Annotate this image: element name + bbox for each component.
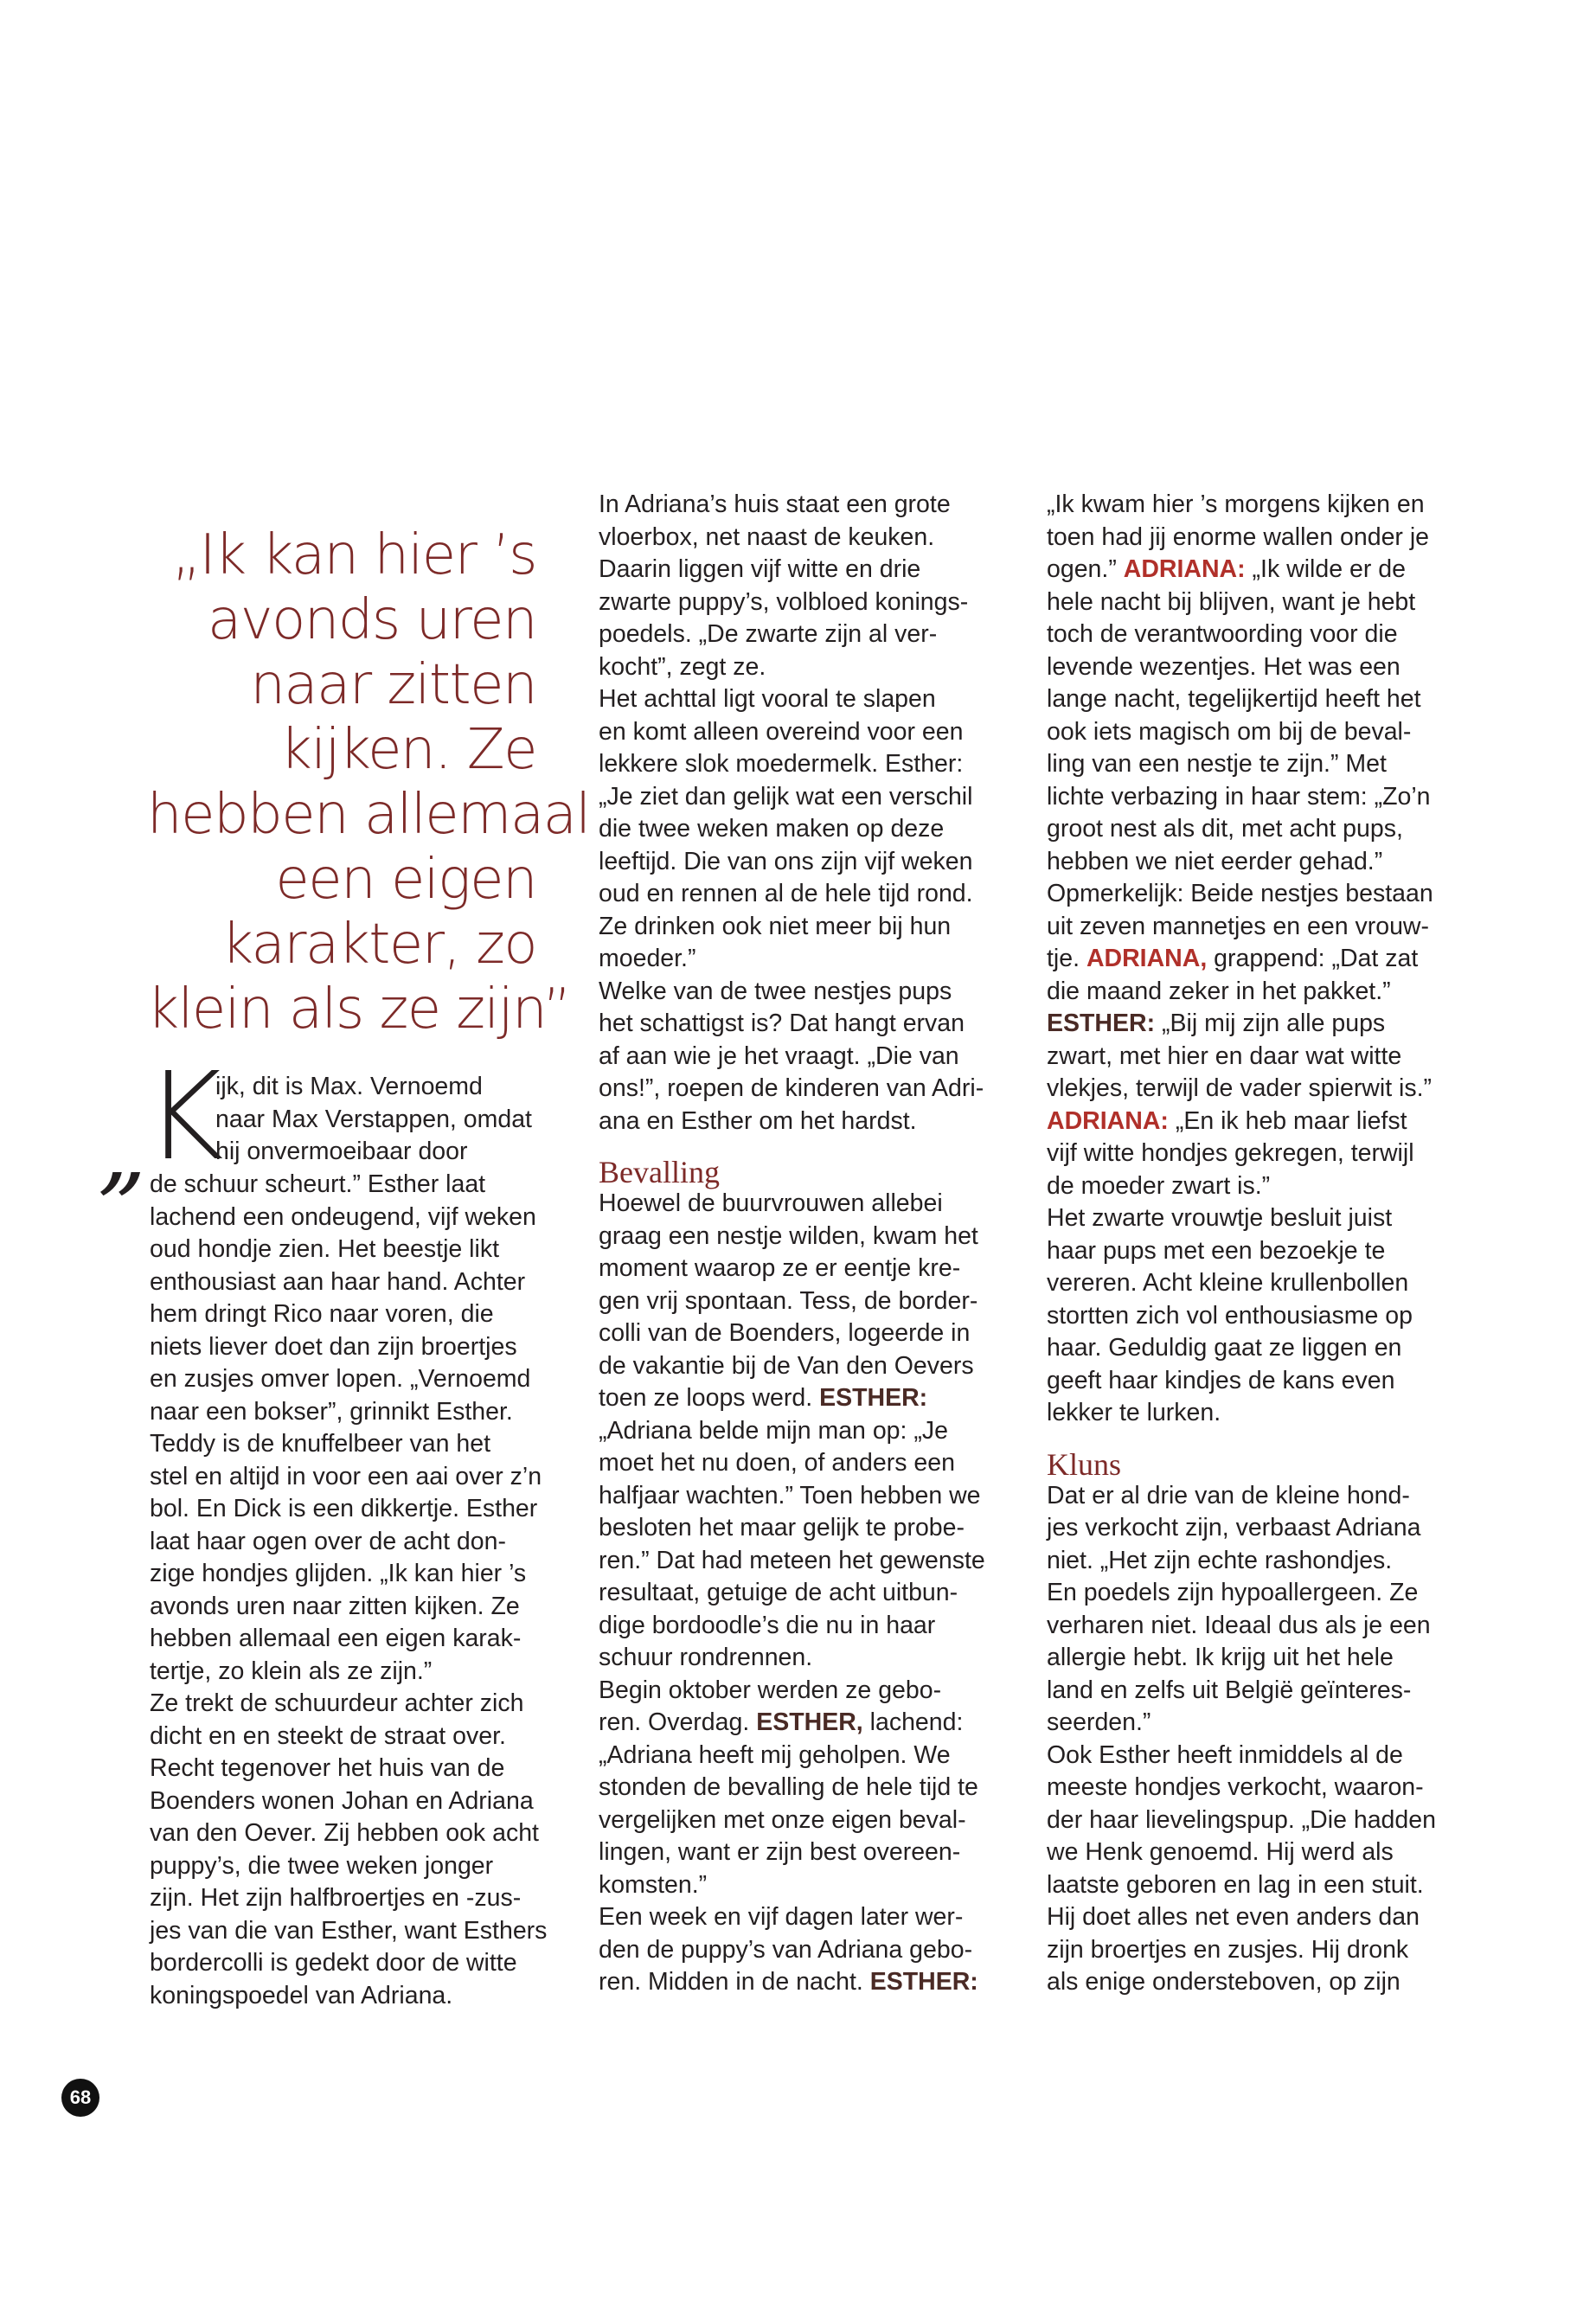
text-line: vloerbox, net naast de keuken. (599, 522, 935, 551)
speaker-label-adriana: ADRIANA, (1086, 945, 1208, 972)
text-line: Hoewel de buurvrouwen allebei (599, 1189, 943, 1217)
text-line: toen had jij enorme wallen onder je (1047, 522, 1430, 551)
text-line: niets liever doet dan zijn broertjes (150, 1332, 517, 1361)
text-line: allergie hebt. Ik krijg uit het hele (1047, 1644, 1394, 1671)
text-line: hem dringt Rico naar voren, die (150, 1300, 494, 1328)
text-line: geeft haar kindjes de kans even (1047, 1366, 1395, 1394)
text-line: Een week en vijf dagen later wer- (599, 1903, 964, 1931)
text-line: die twee weken maken op deze (599, 815, 945, 843)
text-line: moet het nu doen, of anders een (599, 1449, 955, 1477)
text-line: kocht”, zegt ze. (599, 652, 766, 681)
text-line: vlekjes, terwijl de vader spierwit is.” (1047, 1074, 1433, 1102)
pull-quote-line: een eigen (275, 848, 536, 912)
pull-quote-line: klein als ze zijn” (147, 977, 571, 1042)
text-line: En poedels zijn hypoallergeen. Ze (1047, 1579, 1419, 1606)
text-line (599, 1382, 1022, 1415)
text-line: enthousiast aan haar hand. Achter (150, 1267, 526, 1296)
text-line: Ze trekt de schuurdeur achter zich (150, 1689, 524, 1717)
section-heading-bevalling: Bevalling (599, 1155, 720, 1189)
paragraph-block (599, 489, 1022, 1138)
text-fragment: grappend: „Dat zat (1207, 945, 1419, 972)
text-line: Ze drinken ook niet meer bij hun (599, 912, 952, 940)
text-line: bordercolli is gedekt door de witte (150, 1949, 517, 1977)
text-line: land en zelfs uit België geïnteres- (1047, 1676, 1412, 1704)
page-number-badge: 68 (61, 2079, 99, 2117)
text-line: moment waarop ze er eentje kre- (599, 1254, 961, 1282)
text-line: de vakantie bij de Van den Oevers (599, 1351, 974, 1380)
text-fragment: „En ik heb maar liefst (1168, 1106, 1407, 1135)
text-line: koningspoedel van Adriana. (150, 1981, 453, 2009)
text-line: In Adriana’s huis staat een grote (599, 490, 951, 518)
text-line: Recht tegenover het huis van de (150, 1754, 505, 1782)
text-line: laatste geboren en lag in een stuit. (1047, 1870, 1424, 1899)
speaker-label-adriana: ADRIANA: (1047, 1106, 1169, 1135)
text-line: puppy’s, die twee weken jonger (150, 1851, 494, 1880)
text-line: tertje, zo klein als ze zijn.” (150, 1657, 433, 1685)
speaker-label-esther: ESTHER: (869, 1968, 978, 1996)
text-line: hele nacht bij blijven, want je hebt (1047, 587, 1416, 616)
text-line: als enige ondersteboven, op zijn (1047, 1968, 1401, 1996)
text-line: resultaat, getuige de acht uitbun- (599, 1579, 958, 1606)
text-line: Boenders wonen Johan en Adriana (150, 1786, 534, 1815)
text-line: oud hondje zien. Het beestje likt (150, 1235, 500, 1263)
text-line: seerden.” (1047, 1708, 1151, 1736)
text-line: Hij doet alles net even anders dan (1047, 1903, 1420, 1931)
text-line: de moeder zwart is.” (1047, 1171, 1271, 1200)
text-line: dicht en en steekt de straat over. (150, 1721, 506, 1750)
speaker-label-adriana: ADRIANA: (1123, 555, 1246, 583)
text-line: levende wezentjes. Het was een (1047, 652, 1401, 681)
drop-cap-letter: K (144, 1047, 224, 1188)
text-line: vijf witte hondjes gekregen, terwijl (1047, 1139, 1414, 1167)
article-column-3 (1047, 489, 1471, 1999)
text-fragment: toen ze loops werd. (599, 1384, 820, 1412)
text-line: zwart, met hier en daar wat witte (1047, 1042, 1402, 1070)
text-line: zijn. Het zijn halfbroertjes en -zus- (150, 1884, 522, 1912)
text-line: Opmerkelijk: Beide nestjes bestaan (1047, 880, 1433, 907)
text-fragment: tje. (1047, 945, 1086, 972)
text-line: haar. Geduldig gaat ze liggen en (1047, 1334, 1402, 1362)
text-line (1047, 943, 1471, 976)
text-line: Daarin liggen vijf witte en drie (599, 555, 921, 583)
article-column-1 (98, 1047, 574, 2012)
speaker-label-esther: ESTHER: (1047, 1009, 1156, 1037)
text-line: en komt alleen overeind voor een (599, 717, 964, 746)
text-line: naar een bokser”, grinnikt Esther. (150, 1397, 513, 1426)
text-line: leeftijd. Die van ons zijn vijf weken (599, 847, 973, 875)
paragraph-block (1047, 586, 1471, 944)
text-line: hij onvermoeibaar door (215, 1138, 468, 1165)
text-line: den de puppy’s van Adriana gebo- (599, 1935, 973, 1964)
text-line: komsten.” (599, 1870, 708, 1899)
text-line: „Je ziet dan gelijk wat een verschil (599, 782, 973, 811)
paragraph-block (599, 1415, 1022, 1708)
text-line: dige bordoodle’s die nu in haar (599, 1611, 936, 1639)
text-line: we Henk genoemd. Hij werd als (1047, 1838, 1394, 1866)
text-line: niet. „Het zijn echte rashondjes. (1047, 1546, 1393, 1574)
text-line (599, 1966, 1022, 1999)
text-line: „Ik kwam hier ’s morgens kijken en (1047, 490, 1425, 518)
text-line: vereren. Acht kleine krullenbollen (1047, 1269, 1409, 1297)
text-line: het schattigst is? Dat hangt ervan (599, 1009, 965, 1037)
pull-quote-line: karakter, zo (221, 913, 536, 977)
text-line: Het achttal ligt vooral te slapen (599, 685, 936, 713)
speaker-label-esther: ESTHER, (756, 1708, 863, 1736)
drop-cap-quote-mark: „ (98, 1094, 147, 1205)
pull-quote-line: hebben allemaal (147, 783, 590, 847)
text-line (1047, 1008, 1471, 1041)
text-line: lingen, want er zijn best overeen- (599, 1838, 961, 1866)
text-line: en zusjes omver lopen. „Vernoemd (150, 1365, 531, 1393)
text-line: avonds uren naar zitten kijken. Ze (150, 1592, 520, 1620)
text-line (599, 1707, 1022, 1740)
paragraph-block (1047, 489, 1471, 554)
section-heading-kluns: Kluns (1047, 1446, 1122, 1482)
text-line: vergelijken met onze eigen beval- (599, 1805, 966, 1834)
text-line: laat haar ogen over de acht don- (150, 1527, 506, 1555)
text-line: besloten het maar gelijk te probe- (599, 1514, 965, 1541)
text-line: de schuur scheurt.” Esther laat (150, 1170, 486, 1198)
text-line: schuur rondrennen. (599, 1644, 813, 1671)
pull-quote-line: avonds uren (207, 588, 536, 652)
text-line: graag een nestje wilden, kwam het (599, 1221, 978, 1250)
pull-quote-line: kijken. Ze (279, 718, 536, 782)
text-line: Dat er al drie van de kleine hond- (1047, 1481, 1410, 1509)
text-line: ana en Esther om het hardst. (599, 1106, 917, 1135)
paragraph-block (1047, 1041, 1471, 1106)
text-line: jes van die van Esther, want Esthers (150, 1916, 548, 1945)
paragraph-block (1047, 1480, 1471, 1999)
text-line: Teddy is de knuffelbeer van het (150, 1430, 490, 1458)
text-fragment: ren. Overdag. (599, 1708, 757, 1736)
text-line: oud en rennen al de hele tijd rond. (599, 880, 973, 907)
text-fragment: ren. Midden in de nacht. (599, 1968, 870, 1996)
text-line: lekkere slok moedermelk. Esther: (599, 750, 964, 778)
paragraph-block (599, 1188, 1022, 1382)
text-line: verharen niet. Ideaal dus als je een (1047, 1611, 1431, 1639)
text-line: der haar lievelingspup. „Die hadden (1047, 1805, 1436, 1834)
text-line: lichte verbazing in haar stem: „Zo’n (1047, 782, 1431, 811)
text-line: Begin oktober werden ze gebo- (599, 1676, 942, 1704)
text-line: die maand zeker in het pakket.” (1047, 977, 1391, 1005)
text-line (1047, 1106, 1471, 1138)
text-line: zige hondjes glijden. „Ik kan hier ’s (150, 1560, 527, 1587)
text-line: hebben we niet eerder gehad.” (1047, 847, 1383, 875)
paragraph-block (1047, 1138, 1471, 1430)
text-line: halfjaar wachten.” Toen hebben we (599, 1481, 981, 1509)
text-fragment: „Bij mij zijn alle pups (1155, 1009, 1386, 1037)
text-line: ren.” Dat had meteen het gewenste (599, 1546, 985, 1574)
pull-quote (147, 523, 590, 1042)
text-line: naar Max Verstappen, omdat (215, 1105, 532, 1133)
text-line: stonden de bevalling de hele tijd te (599, 1773, 978, 1801)
text-line: gen vrij spontaan. Tess, de border- (599, 1286, 978, 1315)
text-line: stortten zich vol enthousiasme op (1047, 1301, 1413, 1330)
text-line: lekker te lurken. (1047, 1399, 1221, 1426)
text-line: haar pups met een bezoekje te (1047, 1236, 1386, 1265)
text-line: moeder.” (599, 945, 696, 972)
paragraph-block (599, 1740, 1022, 1967)
text-line: af aan wie je het vraagt. „Die van (599, 1042, 959, 1070)
text-fragment: ogen.” (1047, 555, 1124, 583)
text-fragment: „Ik wilde er de (1245, 555, 1406, 583)
text-line: ons!”, roepen de kinderen van Adri- (599, 1074, 984, 1102)
text-line: colli van de Boenders, logeerde in (599, 1319, 971, 1347)
pull-quote-line: naar zitten (250, 653, 536, 717)
text-line (1047, 554, 1471, 586)
speaker-label-esther: ESTHER: (819, 1384, 928, 1412)
text-line: jes verkocht zijn, verbaast Adriana (1047, 1514, 1421, 1541)
text-line: lange nacht, tegelijkertijd heeft het (1047, 685, 1421, 713)
text-line: toch de verantwoording voor die (1047, 620, 1398, 648)
text-line: ook iets magisch om bij de beval- (1047, 717, 1412, 746)
text-line: uit zeven mannetjes en een vrouw- (1047, 912, 1430, 940)
text-line: „Adriana heeft mij geholpen. We (599, 1740, 951, 1769)
text-line: „Adriana belde mijn man op: „Je (599, 1416, 948, 1445)
drop-cap-lines (215, 1071, 532, 1169)
text-line: Welke van de twee nestjes pups (599, 977, 952, 1005)
text-line: zijn broertjes en zusjes. Hij dronk (1047, 1935, 1409, 1964)
pull-quote-line: „Ik kan hier ’s (171, 523, 536, 587)
text-line: groot nest als dit, met acht pups, (1047, 815, 1403, 843)
text-fragment: lachend: (862, 1708, 964, 1736)
text-line: ijk, dit is Max. Vernoemd (215, 1073, 483, 1100)
text-line: van den Oever. Zij hebben ook acht (150, 1819, 539, 1847)
text-line: ling van een nestje te zijn.” Met (1047, 750, 1387, 778)
text-line: poedels. „De zwarte zijn al ver- (599, 620, 938, 648)
text-line: hebben allemaal een eigen karak- (150, 1625, 522, 1652)
text-line: stel en altijd in voor een aai over z’n (150, 1462, 542, 1490)
text-line: Het zwarte vrouwtje besluit juist (1047, 1204, 1393, 1232)
text-line: Ook Esther heeft inmiddels al de (1047, 1740, 1403, 1769)
article-column-2 (599, 489, 1022, 1999)
text-line: meeste hondjes verkocht, waaron- (1047, 1773, 1424, 1801)
paragraph-block (150, 1169, 574, 2012)
text-line: lachend een ondeugend, vijf weken (150, 1202, 536, 1231)
text-line: bol. En Dick is een dikkertje. Esther (150, 1495, 538, 1522)
text-line: zwarte puppy’s, volbloed konings- (599, 587, 969, 616)
